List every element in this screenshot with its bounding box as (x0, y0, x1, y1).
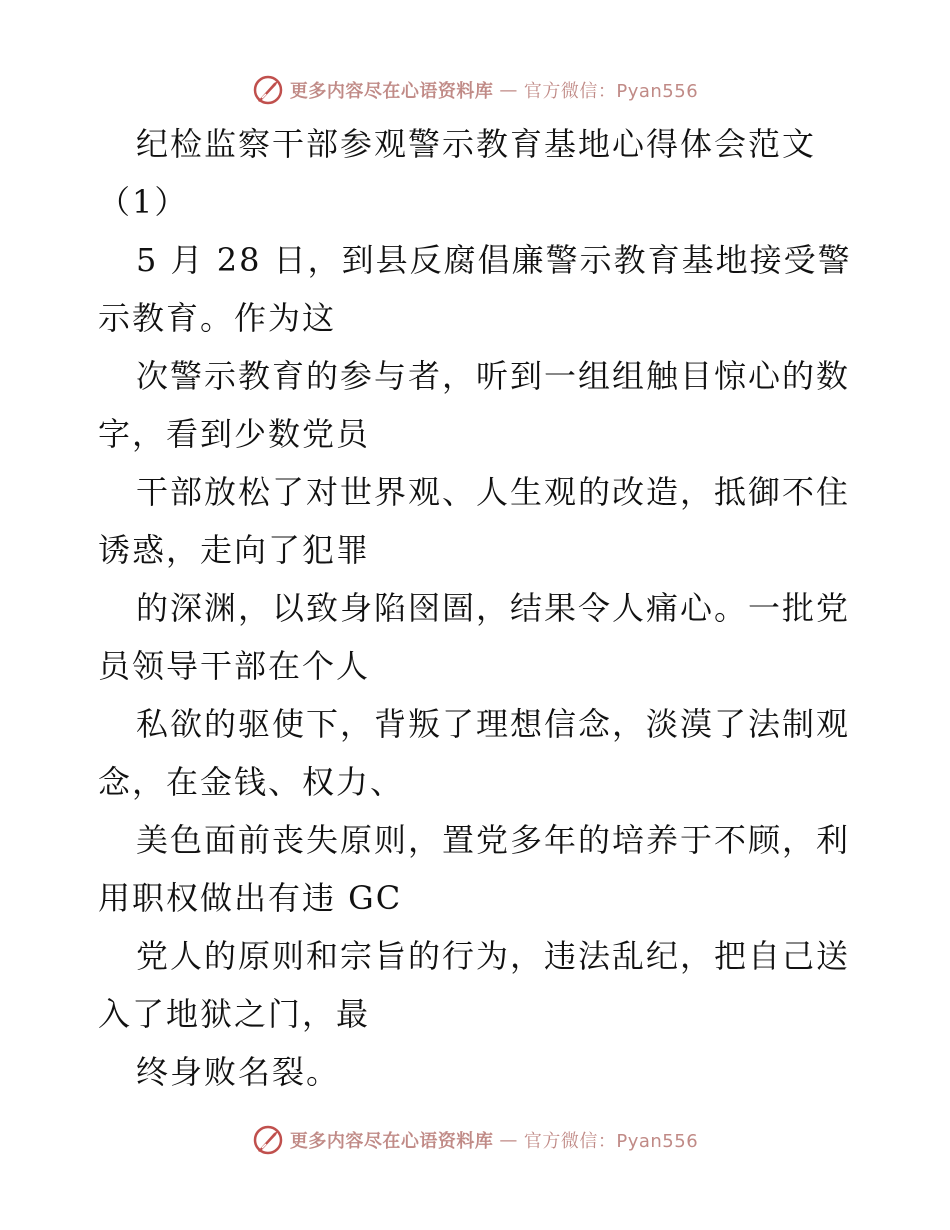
header-watermark-banner (0, 70, 950, 110)
banner-contact-text: 官方微信：Pyan556 (523, 1131, 699, 1152)
banner-brand-text: 更多内容尽在心语资料库 (289, 1131, 494, 1152)
paragraph-line: 念，在金钱、权力、 (98, 763, 405, 801)
paragraph-line: 员领导干部在个人 (98, 647, 371, 685)
paragraph-line: 示教育。作为这 (98, 299, 337, 337)
document-body (98, 115, 858, 1101)
banner-brand-text: 更多内容尽在心语资料库 (289, 81, 494, 102)
paragraph-line: 次警示教育的参与者，听到一组组触目惊心的数 (136, 357, 851, 395)
quill-pen-circle-icon (252, 1124, 284, 1156)
paragraph-line: 党人的原则和宗旨的行为，违法乱纪，把自己送 (136, 937, 851, 975)
document-title-line-2: （1） (98, 183, 189, 221)
paragraph-line: 入了地狱之门，最 (98, 995, 371, 1033)
quill-pen-circle-icon (252, 74, 284, 106)
paragraph-line: 诱惑，走向了犯罪 (98, 531, 371, 569)
banner-separator: — (499, 1129, 518, 1151)
paragraph-line: 私欲的驱使下，背叛了理想信念，淡漠了法制观 (136, 705, 851, 743)
paragraph-line: 用职权做出有违 GC (98, 879, 403, 917)
paragraph-line: 美色面前丧失原则，置党多年的培养于不顾，利 (136, 821, 851, 859)
paragraph-line: 字，看到少数党员 (98, 415, 371, 453)
document-title-line-1: 纪检监察干部参观警示教育基地心得体会范文 (136, 125, 817, 163)
paragraph-line: 终身败名裂。 (136, 1053, 341, 1091)
paragraph-line: 5 月 28 日，到县反腐倡廉警示教育基地接受警 (136, 241, 852, 279)
banner-separator: — (499, 79, 518, 101)
paragraph-line: 的深渊，以致身陷囹圄，结果令人痛心。一批党 (136, 589, 851, 627)
banner-contact-text: 官方微信：Pyan556 (523, 81, 699, 102)
paragraph-line: 干部放松了对世界观、人生观的改造，抵御不住 (136, 473, 851, 511)
footer-watermark-banner (0, 1120, 950, 1160)
